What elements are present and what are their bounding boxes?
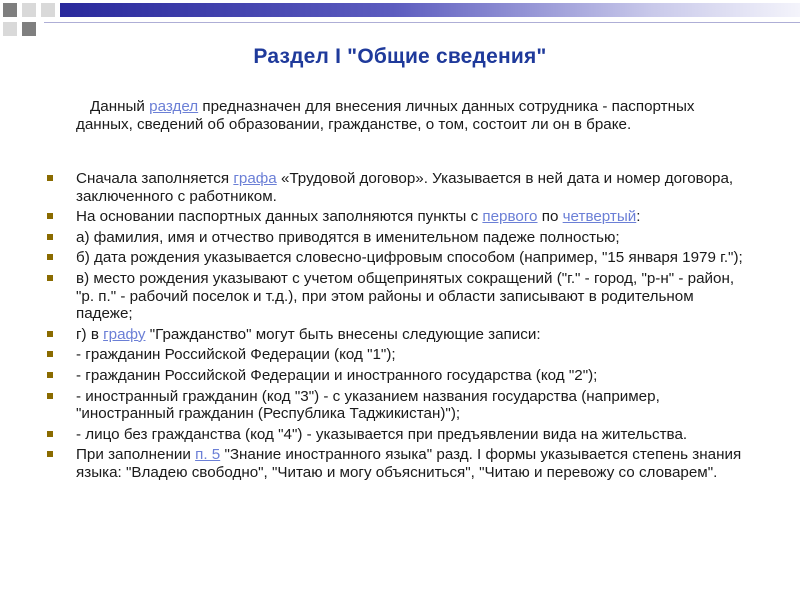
inline-link[interactable]: графу — [103, 325, 146, 343]
bullet-item — [0, 346, 800, 364]
bullet-text: "Знание иностранного языка" разд. I формы указывается степень знания языка: "Владею свободно", "Читаю и могу объясниться", "Читаю и перевожу со словарем". — [76, 446, 742, 481]
bullet-text: - гражданин Российской Федерации (код "1"); — [76, 346, 396, 364]
bullet-text: : — [636, 208, 641, 226]
bullet-text: При заполнении — [76, 446, 196, 464]
bullet-text: "Гражданство" могут быть внесены следующие записи: — [145, 325, 541, 343]
bullet-text: - лицо без гражданства (код "4") - указывается при предъявлении вида на жительства. — [76, 425, 688, 443]
bullet-text: а) фамилия, имя и отчество приводятся в именительном падеже полностью; — [76, 228, 620, 246]
bullet-square-icon — [47, 351, 53, 357]
bullet-item — [0, 249, 800, 267]
bullet-item — [0, 367, 800, 385]
bullet-square-icon — [47, 372, 53, 378]
header-square — [22, 22, 36, 36]
inline-link[interactable]: п. 5 — [195, 446, 221, 464]
bullet-square-icon — [47, 451, 53, 457]
bullet-text: - иностранный гражданин (код "3") - с указанием названия государства (например, "иностранный гражданин (Республика Таджикистан)"); — [76, 387, 660, 423]
inline-link[interactable]: четвертый — [562, 208, 637, 226]
header-square — [41, 3, 55, 17]
bullet-square-icon — [47, 175, 53, 181]
bullet-item — [0, 208, 800, 226]
bullet-item — [0, 229, 800, 247]
header-square — [3, 3, 17, 17]
bullet-square-icon — [47, 275, 53, 281]
bullet-square-icon — [47, 331, 53, 337]
bullet-text: по — [537, 208, 563, 226]
bullet-item — [0, 446, 800, 481]
inline-link[interactable]: первого — [482, 208, 538, 226]
bullet-item — [0, 326, 800, 344]
header-gradient-bar — [60, 3, 800, 17]
bullet-item — [0, 426, 800, 444]
intro-paragraph — [76, 98, 746, 134]
bullet-text: в) место рождения указывают с учетом общепринятых сокращений ("г." - город, "р-н" - район, "р. п." - рабочий поселок и т.д.), при этом районы и области записывают в родительном падеже; — [76, 269, 735, 323]
bullet-square-icon — [47, 234, 53, 240]
bullet-square-icon — [47, 213, 53, 219]
bullet-square-icon — [47, 431, 53, 437]
intro-text: Данный — [90, 98, 150, 115]
bullet-text: «Трудовой договор». Указывается в ней дата и номер договора, заключенного с работником. — [76, 170, 734, 205]
bullet-square-icon — [47, 393, 53, 399]
bullet-text: б) дата рождения указывается словесно-цифровым способом (например, "15 января 1979 г."); — [76, 249, 743, 267]
bullet-text: Сначала заполняется — [76, 170, 234, 187]
header-square — [3, 22, 17, 36]
bullet-item — [0, 170, 800, 205]
bullet-item — [0, 388, 800, 423]
bullet-item — [0, 270, 800, 323]
section-link[interactable]: раздел — [149, 98, 199, 115]
header-decoration — [0, 0, 800, 40]
bullet-text: г) в — [76, 325, 104, 343]
header-square — [22, 3, 36, 17]
intro-text: предназначен для внесения личных данных сотрудника - паспортных данных, сведений об образовании, гражданстве, о том, состоит ли он в браке. — [76, 98, 695, 133]
bullet-list — [0, 170, 800, 485]
inline-link[interactable]: графа — [233, 170, 277, 187]
header-divider — [44, 22, 800, 23]
bullet-text: - гражданин Российской Федерации и иностранного государства (код "2"); — [76, 366, 598, 384]
bullet-text: На основании паспортных данных заполняются пункты с — [76, 208, 483, 226]
slide-title: Раздел I "Общие сведения" — [253, 45, 547, 68]
bullet-square-icon — [47, 254, 53, 260]
